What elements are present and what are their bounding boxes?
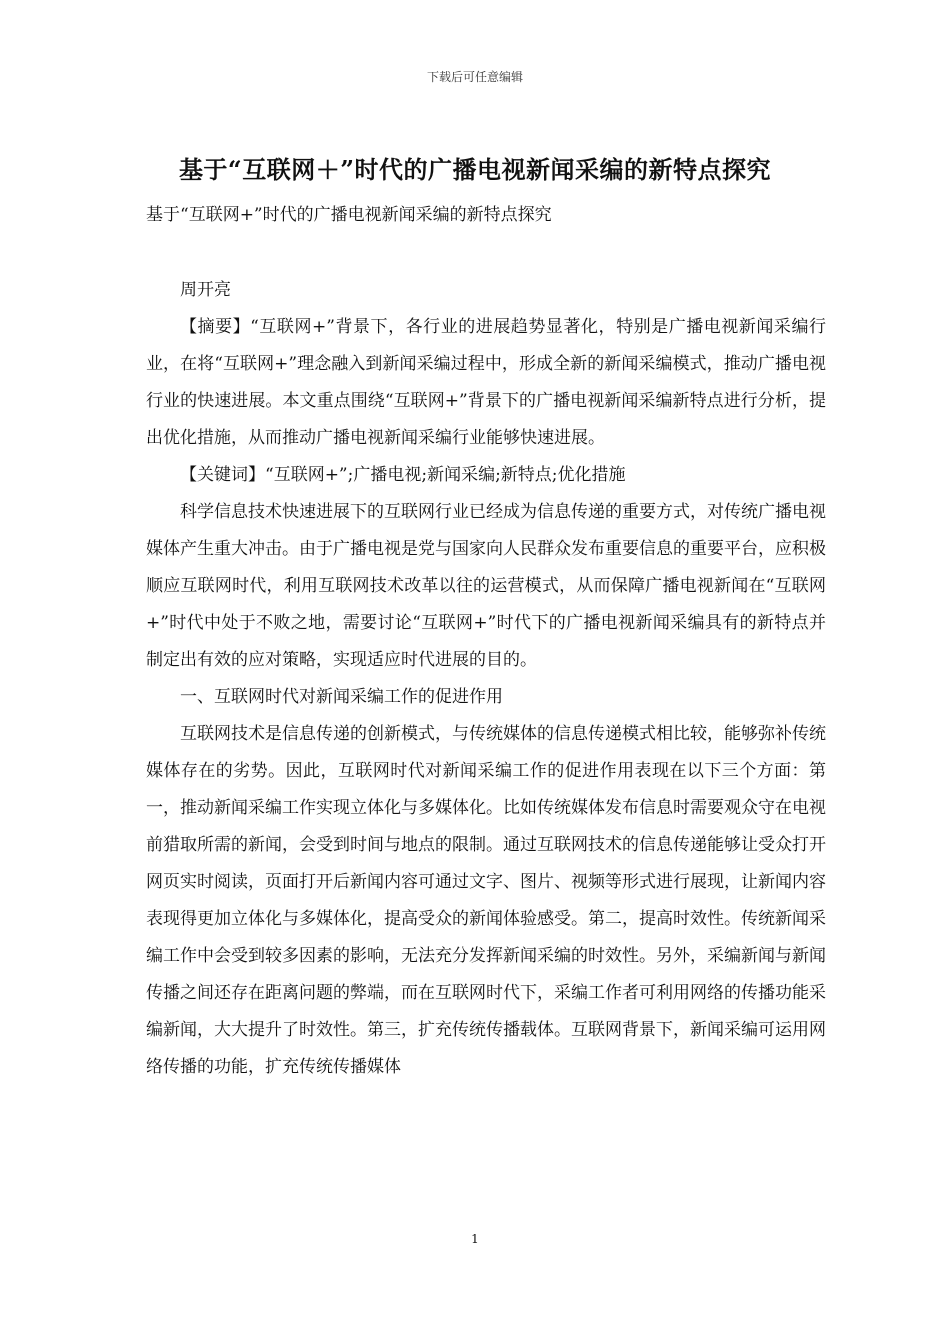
abstract-paragraph: 【摘要】“互联网+”背景下，各行业的进展趋势显著化，特别是广播电视新闻采编行业，在将“互联网+”理念融入到新闻采编过程中，形成全新的新闻采编模式，推动广播电视行业的快速进展。本文重点围绕“互联网+”背景下的广播电视新闻采编新特点进行分析，提出优化措施，从而推动广播电视新闻采编行业能够快速进展。 xyxy=(146,317,826,448)
document-title: 基于“互联网＋”时代的广播电视新闻采编的新特点探究 xyxy=(178,155,772,184)
author-name: 周开亮 xyxy=(180,280,231,300)
intro-paragraph: 科学信息技术快速进展下的互联网行业已经成为信息传递的重要方式，对传统广播电视媒体产生重大冲击。由于广播电视是党与国家向人民群众发布重要信息的重要平台，应积极顺应互联网时代，利用互联网技术改革以往的运营模式，从而保障广播电视新闻在“互联网+”时代中处于不败之地，需要讨论“互联网+”时代下的广播电视新闻采编具有的新特点并制定出有效的应对策略，实现适应时代进展的目的。 xyxy=(146,502,826,670)
document-body xyxy=(146,272,826,1086)
keywords-paragraph: 【关键词】“互联网+”;广播电视;新闻采编;新特点;优化措施 xyxy=(180,465,626,485)
page-number: 1 xyxy=(471,1232,479,1246)
header-note: 下载后可任意编辑 xyxy=(426,70,523,84)
document-subtitle: 基于“互联网+”时代的广播电视新闻采编的新特点探究 xyxy=(146,205,552,225)
section-paragraph: 互联网技术是信息传递的创新模式，与传统媒体的信息传递模式相比较，能够弥补传统媒体存在的劣势。因此，互联网时代对新闻采编工作的促进作用表现在以下三个方面：第一，推动新闻采编工作实现立体化与多媒体化。比如传统媒体发布信息时需要观众守在电视前猎取所需的新闻，会受到时间与地点的限制。通过互联网技术的信息传递能够让受众打开网页实时阅读，页面打开后新闻内容可通过文字、图片、视频等形式进行展现，让新闻内容表现得更加立体化与多媒体化，提高受众的新闻体验感受。第二，提高时效性。传统新闻采编工作中会受到较多因素的影响，无法充分发挥新闻采编的时效性。另外，采编新闻与新闻传播之间还存在距离问题的弊端，而在互联网时代下，采编工作者可利用网络的传播功能采编新闻，大大提升了时效性。第三，扩充传统传播载体。互联网背景下，新闻采编可运用网络传播的功能，扩充传统传播媒体 xyxy=(146,724,826,1077)
section-heading: 一、互联网时代对新闻采编工作的促进作用 xyxy=(180,687,503,707)
